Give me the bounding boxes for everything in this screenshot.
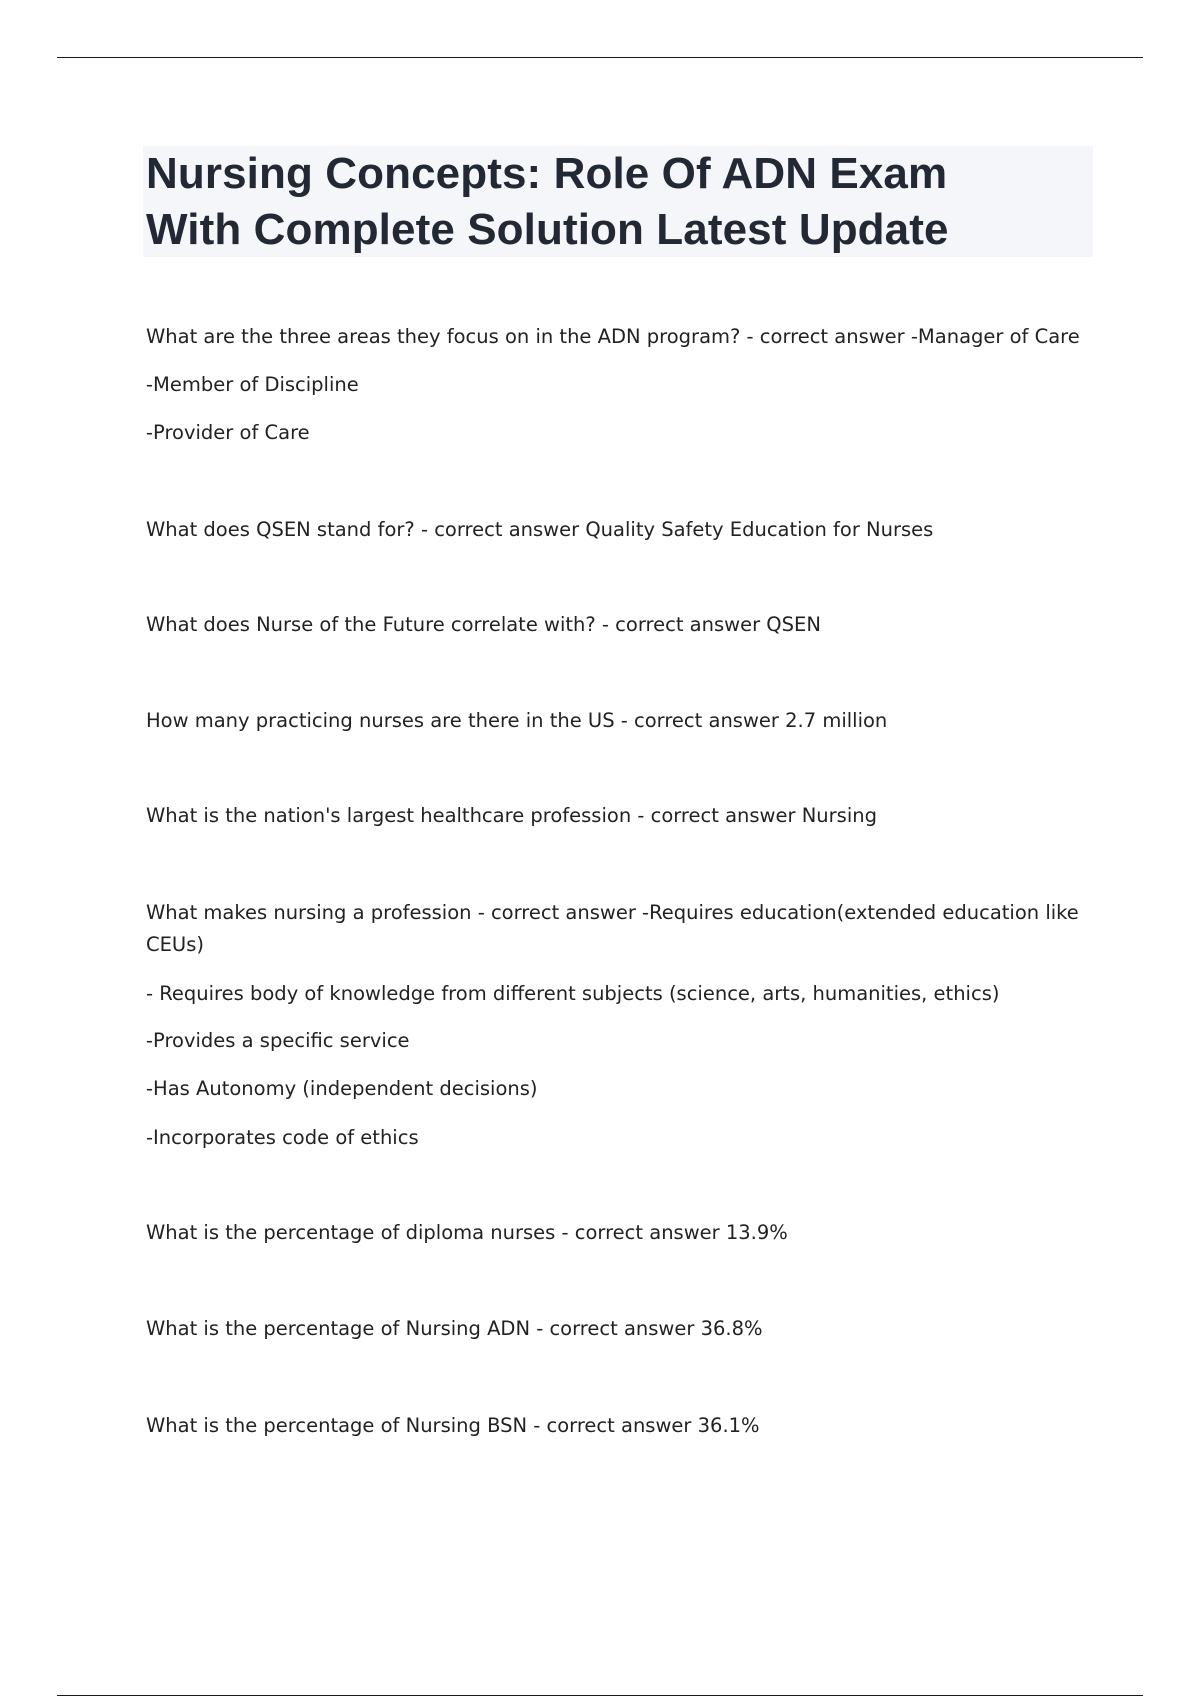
qa-item-2-question: What does QSEN stand for? - correct answer Quality Safety Education for Nurses <box>146 518 934 541</box>
qa-item-9-question: What is the percentage of Nursing BSN - correct answer 36.1% <box>146 1414 760 1437</box>
qa-item-8-question: What is the percentage of Nursing ADN - correct answer 36.8% <box>146 1317 763 1340</box>
qa-item-7-question: What is the percentage of diploma nurses - correct answer 13.9% <box>146 1221 788 1244</box>
top-divider <box>57 57 1143 58</box>
page-title <box>146 146 1093 258</box>
qa-item-6-extra-3: -Has Autonomy (independent decisions) <box>146 1077 538 1100</box>
qa-item-1-extra-2: -Provider of Care <box>146 421 310 444</box>
qa-item-5-question: What is the nation's largest healthcare profession - correct answer Nursing <box>146 804 877 827</box>
qa-item-1-question: What are the three areas they focus on in the ADN program? - correct answer -Manager of Care <box>146 325 1080 348</box>
qa-item-6-question: What makes nursing a profession - correct answer -Requires education(extended education like CEUs) <box>146 901 1079 956</box>
qa-item-6-extra-4: -Incorporates code of ethics <box>146 1126 419 1149</box>
qa-item-4-question: How many practicing nurses are there in the US - correct answer 2.7 million <box>146 709 888 732</box>
qa-item-3-question: What does Nurse of the Future correlate with? - correct answer QSEN <box>146 613 821 636</box>
qa-item-6-extra-1: - Requires body of knowledge from different subjects (science, arts, humanities, ethics) <box>146 982 1000 1005</box>
title-line-1: Nursing Concepts: Role Of ADN Exam <box>146 149 948 198</box>
qa-item-1-extra-1: -Member of Discipline <box>146 373 359 396</box>
title-line-2: With Complete Solution Latest Update <box>146 205 949 254</box>
qa-item-6-extra-2: -Provides a specific service <box>146 1029 410 1052</box>
title-block <box>143 146 1093 257</box>
bottom-divider <box>57 1695 1143 1696</box>
